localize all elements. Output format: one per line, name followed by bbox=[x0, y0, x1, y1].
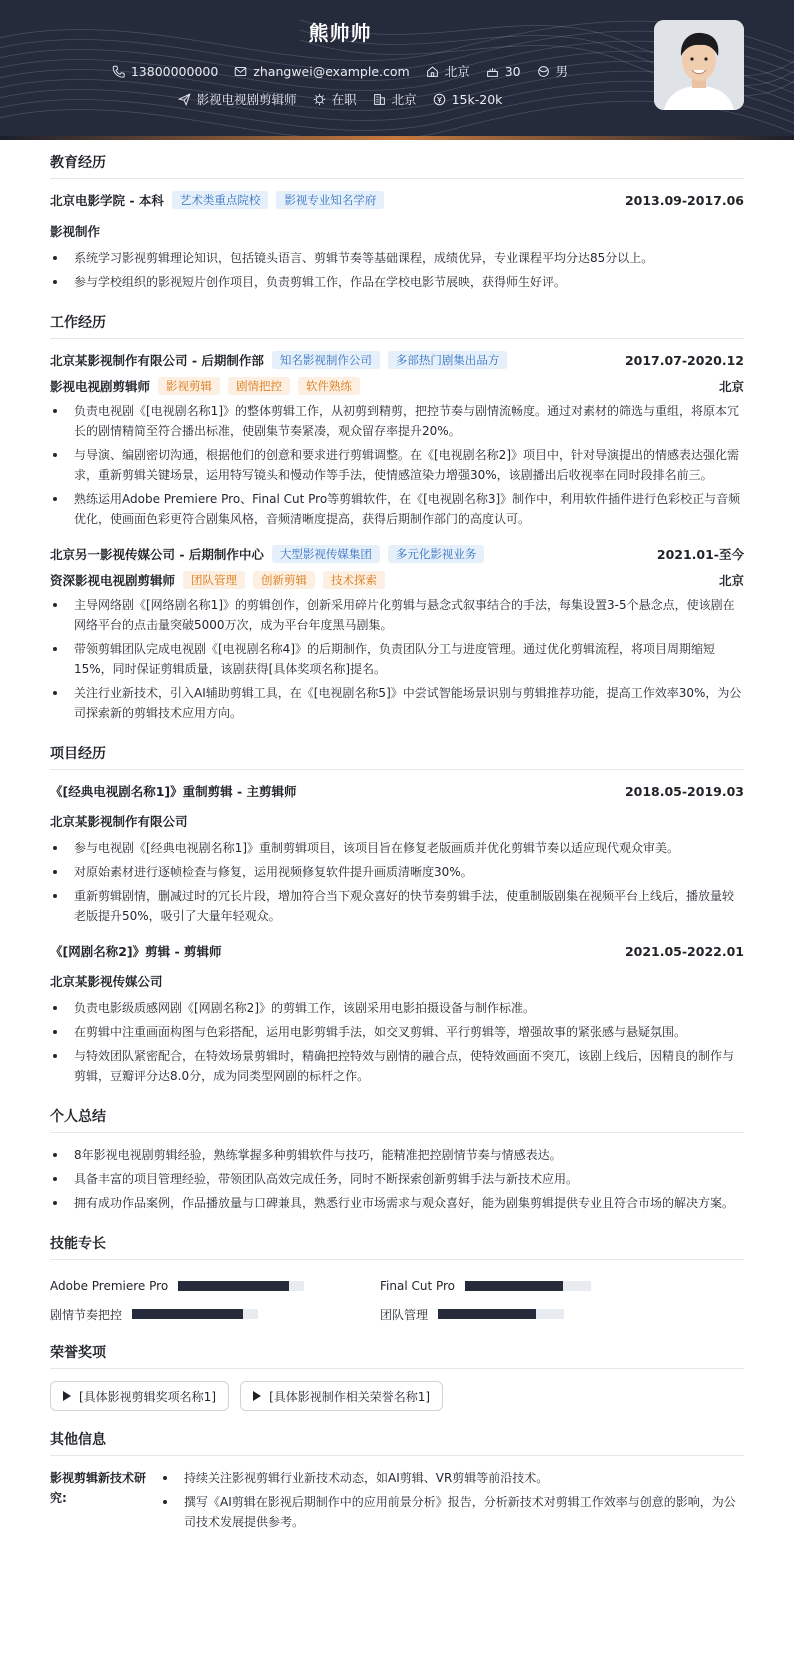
education-title: 教育经历 bbox=[50, 152, 744, 179]
list-item: 对原始素材进行逐帧检查与修复，运用视频修复软件提升画质清晰度30%。 bbox=[50, 862, 744, 882]
list-item: 系统学习影视剪辑理论知识，包括镜头语言、剪辑节奏等基础课程，成绩优异，专业课程平均分达85分以上。 bbox=[50, 248, 744, 268]
role-tag: 团队管理 bbox=[183, 571, 245, 589]
mail-icon bbox=[234, 65, 247, 78]
project-name: 《[网剧名称2]》剪辑 - 剪辑师 bbox=[50, 944, 222, 959]
job-date: 2021.01-至今 bbox=[656, 547, 744, 562]
list-item: 与导演、编剧密切沟通，根据他们的创意和要求进行剪辑调整。在《[电视剧名称2]》项目中，针对导演提出的情感表达强化需求，重新剪辑关键场景，运用特写镜头和慢动作等手法，使情感渲染力增强30%，该剧播出后收视率在同时段排名前三。 bbox=[50, 445, 744, 485]
job-city: 北京 bbox=[718, 573, 744, 588]
skill-name: Final Cut Pro bbox=[380, 1279, 456, 1293]
role-tag: 影视剪辑 bbox=[158, 377, 220, 395]
job-role bbox=[50, 571, 385, 589]
job-company bbox=[50, 351, 507, 369]
status-icon bbox=[313, 93, 326, 106]
job-city: 北京 bbox=[718, 379, 744, 394]
award-item[interactable] bbox=[50, 1381, 229, 1411]
skill-bar-fill bbox=[465, 1281, 563, 1291]
list-item: 重新剪辑剧情，删减过时的冗长片段，增加符合当下观众喜好的快节奏剪辑手法，使重制版剧集在视频平台上线后，播放量较老版提升50%，吸引了大量年轻观众。 bbox=[50, 886, 744, 926]
avatar-portrait bbox=[654, 20, 744, 110]
project-header-row bbox=[50, 782, 744, 800]
project-bullets bbox=[50, 838, 744, 926]
candidate-name: 熊帅帅 bbox=[308, 21, 372, 45]
projects-title: 项目经历 bbox=[50, 743, 744, 770]
job-bullets bbox=[50, 595, 744, 723]
phone-icon bbox=[112, 65, 125, 78]
building-icon bbox=[373, 93, 386, 106]
list-item: 主导网络剧《[网络剧名称1]》的剪辑创作，创新采用碎片化剪辑与悬念式叙事结合的手法，每集设置3-5个悬念点，使该剧在网络平台的点击量突破5000万次，成为平台年度黑马剧集。 bbox=[50, 595, 744, 635]
other-bullets bbox=[160, 1468, 744, 1532]
list-item: 关注行业新技术，引入AI辅助剪辑工具，在《[电视剧名称5]》中尝试智能场景识别与剪辑推荐功能，提高工作效率30%，为公司探索新的剪辑技术应用方向。 bbox=[50, 683, 744, 723]
job-entry bbox=[50, 545, 744, 723]
gender-info bbox=[537, 62, 569, 80]
skill-item bbox=[50, 1300, 380, 1328]
project-date: 2021.05-2022.01 bbox=[624, 943, 744, 959]
summary-section bbox=[50, 1106, 744, 1213]
skill-bar bbox=[465, 1281, 591, 1291]
job-role-row bbox=[50, 377, 744, 395]
email-text: zhangwei@example.com bbox=[253, 63, 410, 79]
company-tag: 多元化影视业务 bbox=[388, 545, 485, 563]
company-tag: 大型影视传媒集团 bbox=[272, 545, 380, 563]
location-text: 北京 bbox=[444, 64, 470, 79]
education-bullets bbox=[50, 248, 744, 292]
skill-item bbox=[50, 1272, 380, 1300]
skill-bar-fill bbox=[178, 1281, 289, 1291]
skill-name: 剧情节奏把控 bbox=[50, 1307, 123, 1322]
job-intent-row bbox=[0, 90, 680, 108]
job-role-row bbox=[50, 571, 744, 589]
project-org: 北京某影视传媒公司 bbox=[50, 974, 163, 989]
gender-text: 男 bbox=[555, 64, 569, 79]
school-tag: 影视专业知名学府 bbox=[276, 191, 384, 209]
list-item: 带领剪辑团队完成电视剧《[电视剧名称4]》的后期制作，负责团队分工与进度管理。通过优化剪辑流程，将项目周期缩短15%，同时保证剪辑质量，该剧获得[具体奖项名称]提名。 bbox=[50, 639, 744, 679]
list-item: 撰写《AI剪辑在影视后期制作中的应用前景分析》报告，分析新技术对剪辑工作效率与创意的影响，为公司技术发展提供参考。 bbox=[160, 1492, 744, 1532]
skills-title: 技能专长 bbox=[50, 1233, 744, 1260]
skills-section bbox=[50, 1233, 744, 1328]
skill-bar bbox=[438, 1309, 564, 1319]
work-section bbox=[50, 312, 744, 723]
salary-icon bbox=[433, 93, 446, 106]
skill-item bbox=[380, 1300, 710, 1328]
education-header-row bbox=[50, 191, 744, 209]
skill-bar-fill bbox=[132, 1309, 243, 1319]
skill-bar bbox=[178, 1281, 304, 1291]
list-item: 在剪辑中注重画面构图与色彩搭配，运用电影剪辑手法，如交叉剪辑、平行剪辑等，增强故事的紧张感与悬疑氛围。 bbox=[50, 1022, 744, 1042]
list-item: 参与电视剧《[经典电视剧名称1]》重制剪辑项目，该项目旨在修复老版画质并优化剪辑节奏以适应现代观众审美。 bbox=[50, 838, 744, 858]
education-date: 2013.09-2017.06 bbox=[624, 192, 744, 208]
education-section bbox=[50, 152, 744, 292]
list-item: 持续关注影视剪辑行业新技术动态，如AI剪辑、VR剪辑等前沿技术。 bbox=[160, 1468, 744, 1488]
role-tag: 技术探索 bbox=[323, 571, 385, 589]
phone-text: 13800000000 bbox=[130, 63, 219, 79]
position-text: 影视电视剧剪辑师 bbox=[196, 92, 297, 107]
phone-info bbox=[112, 64, 218, 79]
award-label: [具体影视剪辑奖项名称1] bbox=[79, 1389, 216, 1404]
contact-row bbox=[0, 62, 680, 80]
skills-list bbox=[50, 1272, 744, 1328]
salary-info bbox=[433, 92, 503, 107]
role-name: 资深影视电视剧剪辑师 bbox=[50, 573, 176, 588]
list-item: 参与学校组织的影视短片创作项目，负责剪辑工作，作品在学校电影节展映，获得师生好评。 bbox=[50, 272, 744, 292]
city-text: 北京 bbox=[391, 92, 417, 107]
project-header-row bbox=[50, 942, 744, 960]
job-entry bbox=[50, 351, 744, 529]
job-date: 2017.07-2020.12 bbox=[624, 352, 744, 368]
job-company bbox=[50, 545, 484, 563]
list-item: 负责电视剧《[电视剧名称1]》的整体剪辑工作，从初剪到精剪，把控节奏与剧情流畅度。通过对素材的筛选与重组，将原本冗长的剧情精简至符合播出标准，使剧集节奏紧凑，观众留存率提升20%。 bbox=[50, 401, 744, 441]
skill-item bbox=[380, 1272, 710, 1300]
city-info bbox=[373, 90, 417, 108]
resume-header bbox=[0, 0, 794, 140]
play-icon bbox=[63, 1391, 71, 1401]
project-bullets bbox=[50, 998, 744, 1086]
list-item: 拥有成功作品案例，作品播放量与口碑兼具，熟悉行业市场需求与观众喜好，能为剧集剪辑提供专业且符合市场的解决方案。 bbox=[50, 1193, 744, 1213]
summary-title: 个人总结 bbox=[50, 1106, 744, 1133]
send-icon bbox=[178, 93, 191, 106]
resume-body bbox=[50, 140, 744, 1532]
company-tag: 多部热门剧集出品方 bbox=[388, 351, 508, 369]
project-org: 北京某影视制作有限公司 bbox=[50, 814, 188, 829]
job-company-row bbox=[50, 545, 744, 563]
avatar bbox=[654, 20, 744, 110]
project-name: 《[经典电视剧名称1]》重制剪辑 - 主剪辑师 bbox=[50, 784, 297, 799]
project-entry bbox=[50, 942, 744, 1086]
education-school bbox=[50, 191, 384, 209]
salary-text: 15k-20k bbox=[451, 91, 503, 107]
play-icon bbox=[253, 1391, 261, 1401]
list-item: 负责电影级质感网剧《[网剧名称2]》的剪辑工作，该剧采用电影拍摄设备与制作标准。 bbox=[50, 998, 744, 1018]
company-name: 北京某影视制作有限公司 - 后期制作部 bbox=[50, 353, 264, 368]
list-item: 熟练运用Adobe Premiere Pro、Final Cut Pro等剪辑软件，在《[电视剧名称3]》制作中，利用软件插件进行色彩校正与音频优化，使画面色彩更符合剧集风格，音频清晰度提高，获得后期制作部门的高度认可。 bbox=[50, 489, 744, 529]
other-row bbox=[50, 1468, 744, 1532]
home-icon bbox=[426, 65, 439, 78]
awards-list bbox=[50, 1381, 744, 1411]
education-major: 影视制作 bbox=[50, 224, 101, 239]
company-name: 北京另一影视传媒公司 - 后期制作中心 bbox=[50, 547, 264, 562]
list-item: 8年影视电视剧剪辑经验，熟练掌握多种剪辑软件与技巧，能精准把控剧情节奏与情感表达。 bbox=[50, 1145, 744, 1165]
work-title: 工作经历 bbox=[50, 312, 744, 339]
award-item[interactable] bbox=[240, 1381, 443, 1411]
summary-bullets bbox=[50, 1145, 744, 1213]
list-item: 具备丰富的项目管理经验，带领团队高效完成任务，同时不断探索创新剪辑手法与新技术应用。 bbox=[50, 1169, 744, 1189]
company-tag: 知名影视制作公司 bbox=[272, 351, 380, 369]
other-title: 其他信息 bbox=[50, 1429, 744, 1456]
school-tag: 艺术类重点院校 bbox=[172, 191, 269, 209]
status-info bbox=[313, 90, 357, 108]
school-name: 北京电影学院 - 本科 bbox=[50, 193, 164, 208]
awards-title: 荣誉奖项 bbox=[50, 1342, 744, 1369]
age-info bbox=[486, 64, 521, 79]
cake-icon bbox=[486, 65, 499, 78]
other-section bbox=[50, 1429, 744, 1532]
list-item: 与特效团队紧密配合，在特效场景剪辑时，精确把控特效与剧情的融合点，使特效画面不突兀，该剧上线后，因精良的制作与剪辑，豆瓣评分达8.0分，成为同类型网剧的标杆之作。 bbox=[50, 1046, 744, 1086]
role-tag: 剧情把控 bbox=[228, 377, 290, 395]
gender-icon bbox=[537, 65, 550, 78]
age-text: 30 bbox=[504, 63, 521, 79]
project-entry bbox=[50, 782, 744, 926]
skill-bar-fill bbox=[438, 1309, 536, 1319]
skill-bar bbox=[132, 1309, 258, 1319]
role-tag: 软件熟练 bbox=[298, 377, 360, 395]
position-info bbox=[178, 90, 297, 108]
skill-name: Adobe Premiere Pro bbox=[50, 1279, 169, 1293]
projects-section bbox=[50, 743, 744, 1086]
awards-section bbox=[50, 1342, 744, 1411]
job-company-row bbox=[50, 351, 744, 369]
job-role bbox=[50, 377, 360, 395]
role-tag: 创新剪辑 bbox=[253, 571, 315, 589]
role-name: 影视电视剧剪辑师 bbox=[50, 379, 151, 394]
project-date: 2018.05-2019.03 bbox=[624, 783, 744, 799]
email-info bbox=[234, 64, 409, 79]
skill-name: 团队管理 bbox=[380, 1307, 429, 1322]
other-label: 影视剪辑新技术研究: bbox=[50, 1471, 147, 1505]
location-info bbox=[426, 62, 470, 80]
award-label: [具体影视制作相关荣誉名称1] bbox=[269, 1389, 431, 1404]
status-text: 在职 bbox=[331, 92, 357, 107]
job-bullets bbox=[50, 401, 744, 529]
